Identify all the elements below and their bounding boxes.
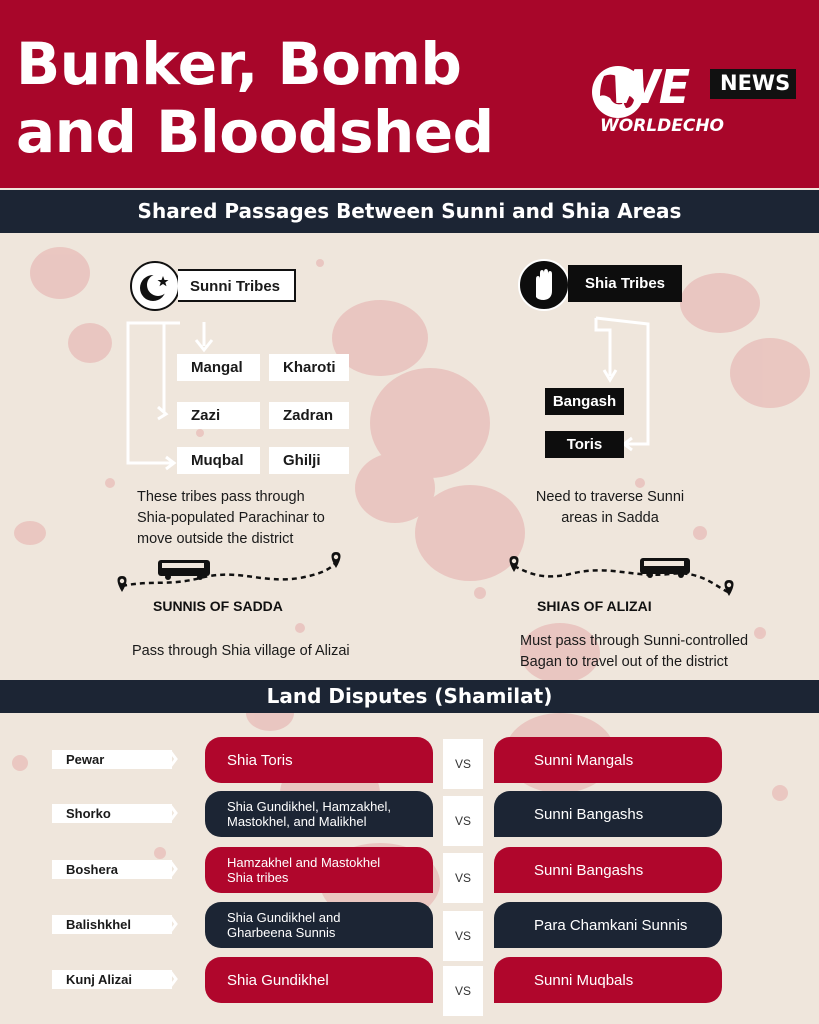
dispute-right-party: Para Chamkani Sunnis [494,902,722,948]
dispute-left-line-2: Shia tribes [227,870,289,885]
tribe-toris: Toris [545,431,624,458]
bus-icon [158,560,210,580]
section-title-shared-passages: Shared Passages Between Sunni and Shia Areas [0,190,819,233]
map-pin-icon [332,552,341,568]
logo-news: NEWS [720,71,791,95]
title-line-1: Bunker, Bomb [16,30,462,98]
vs-label: VS [443,966,483,1016]
tribe-kharoti: Kharoti [269,354,349,381]
tribe-bangash: Bangash [545,388,624,415]
shia-route-note-line-1: Must pass through Sunni-controlled [520,633,749,649]
tribe-zadran: Zadran [269,402,349,429]
dispute-left-line-1: Shia Gundikhel, Hamzakhel, [227,799,392,814]
shia-tribes-label: Shia Tribes [568,265,682,302]
logo-we: WE [610,60,689,114]
dispute-location-kunj-alizai: Kunj Alizai [52,970,172,989]
dispute-location-shorko: Shorko [52,804,172,823]
page-title [16,30,536,166]
dispute-left-party [205,791,433,837]
dispute-left-party: Shia Toris [205,737,433,783]
shia-description [520,487,700,529]
sunni-description-line-1: These tribes pass through [137,489,305,505]
sunni-description-line-2: Shia-populated Parachinar to [137,510,325,526]
dispute-left-party [205,902,433,948]
tribe-mangal: Mangal [177,354,260,381]
shia-route-label: SHIAS OF ALIZAI [537,598,652,614]
dispute-left-party [205,847,433,893]
map-pin-icon [725,580,734,596]
tribe-ghilji: Ghilji [269,447,349,474]
sunni-connector-lines [120,318,180,473]
dispute-left-line-2: Mastokhel, and Malikhel [227,814,367,829]
dispute-left-line-2: Gharbeena Sunnis [227,925,336,940]
vs-label: VS [443,853,483,903]
tribe-muqbal: Muqbal [177,447,260,474]
vs-label: VS [443,796,483,846]
vs-label: VS [443,911,483,961]
sunni-down-arrow [192,320,216,354]
dispute-right-party: Sunni Bangashs [494,791,722,837]
shia-description-line-1: Need to traverse Sunni [535,489,685,505]
dispute-location-boshera: Boshera [52,860,172,879]
shia-route-map [500,548,750,600]
dispute-left-line-1: Hamzakhel and Mastokhel [227,855,381,870]
sunni-route-label: SUNNIS OF SADDA [153,598,283,614]
sunni-tribes-label: Sunni Tribes [178,269,296,302]
logo-worldecho: WORLDECHO [600,116,725,136]
dispute-location-pewar: Pewar [52,750,172,769]
location-chevrons [150,748,178,998]
tribe-zazi: Zazi [177,402,260,429]
sunni-route-note: Pass through Shia village of Alizai [132,643,350,659]
vs-label: VS [443,739,483,789]
sunni-description [137,487,377,550]
dispute-left-line-1: Shia Gundikhel and [227,910,341,925]
sunni-description-line-3: move outside the district [137,531,294,547]
section-title-land-disputes: Land Disputes (Shamilat) [0,680,819,713]
shia-description-line-2: areas in Sadda [561,510,659,526]
shia-route-note-line-2: Bagan to travel out of the district [520,654,728,670]
worldecho-logo[interactable] [588,60,800,146]
crescent-star-icon [130,261,180,311]
dispute-left-party: Shia Gundikhel [205,957,433,1003]
sunni-route-map [110,550,360,600]
map-pin-icon [118,576,127,592]
title-line-2: and Bloodshed [16,98,494,166]
shia-route-note [520,631,780,673]
raised-hand-icon [518,259,570,311]
map-pin-icon [510,556,519,572]
dispute-location-balishkhel: Balishkhel [52,915,172,934]
dispute-right-party: Sunni Muqbals [494,957,722,1003]
dispute-right-party: Sunni Mangals [494,737,722,783]
dispute-right-party: Sunni Bangashs [494,847,722,893]
